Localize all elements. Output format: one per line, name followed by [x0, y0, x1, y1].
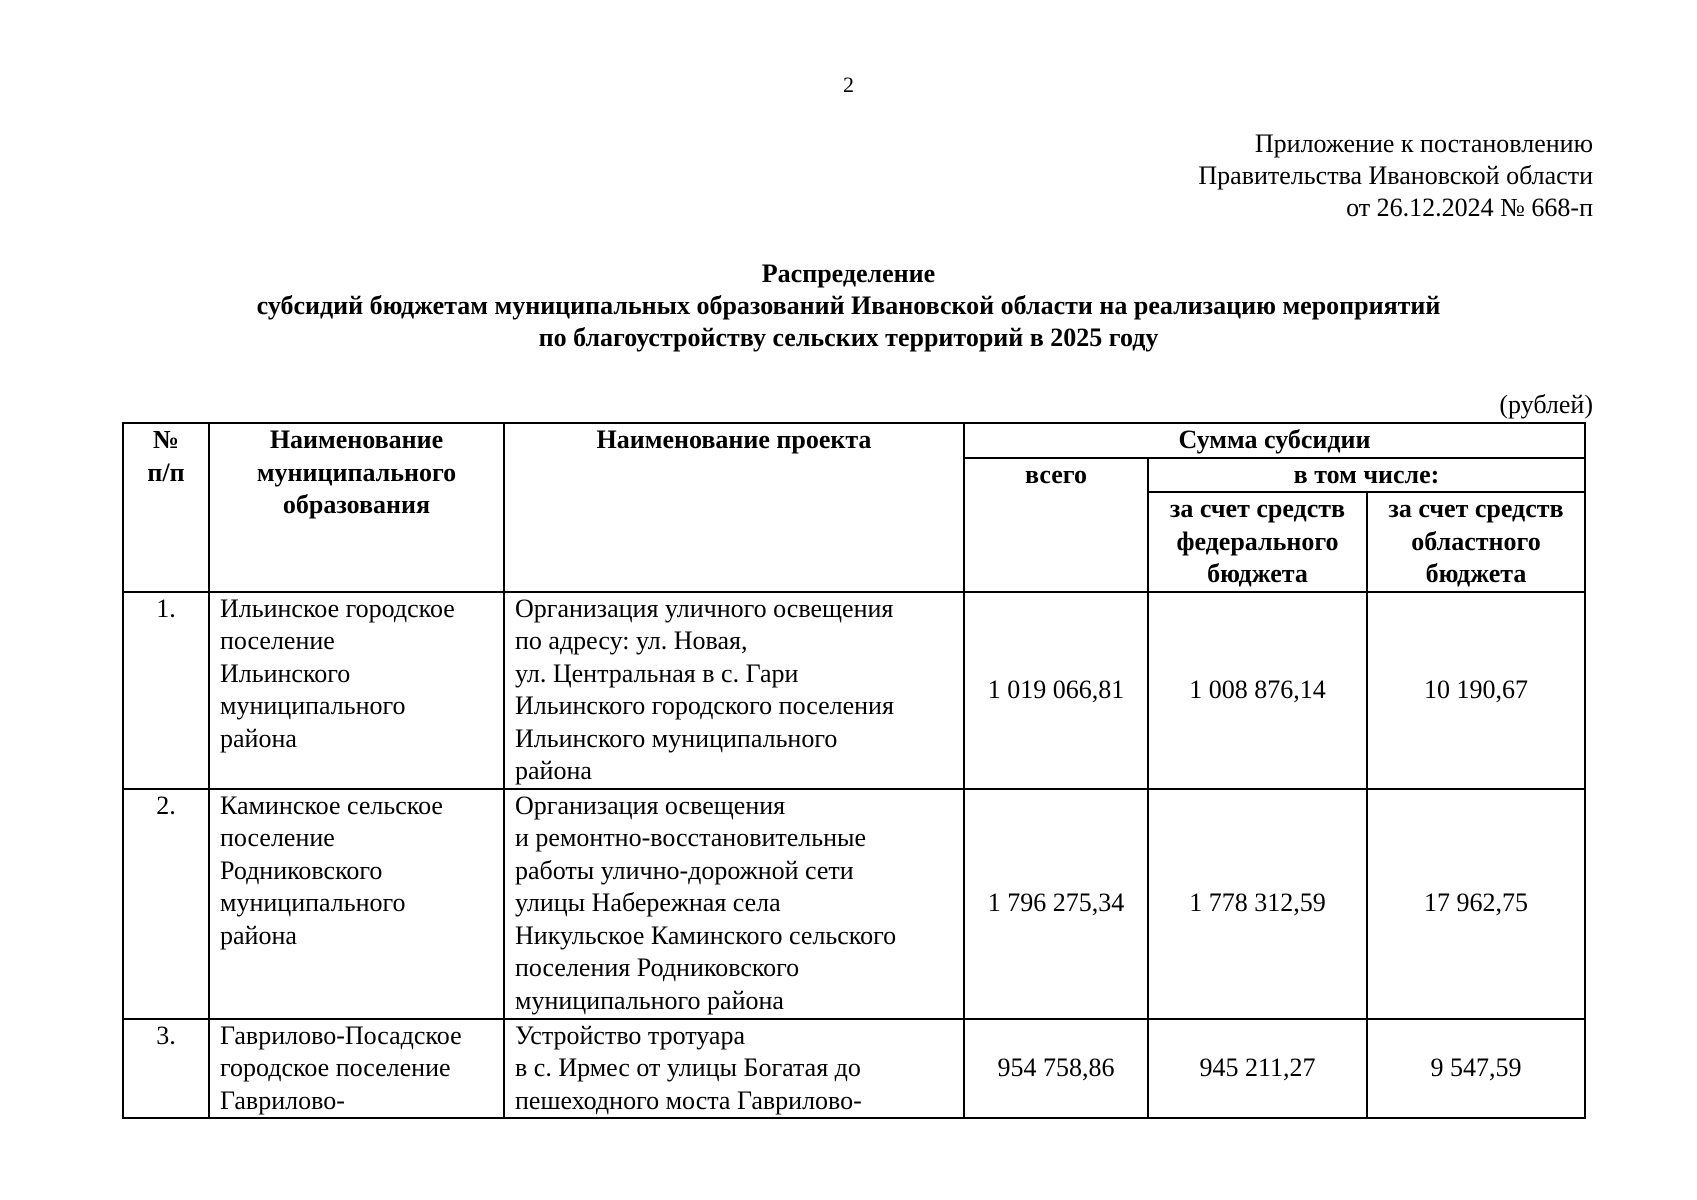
subsidy-table: [122, 422, 1586, 1119]
header-municipality: Наименование муниципального образования: [209, 423, 504, 592]
row-total: 1 019 066,81: [964, 592, 1148, 789]
appendix-line: Правительства Ивановской области: [1198, 161, 1593, 190]
row-municipality: Ильинское городское поселение Ильинского муниципального района: [209, 592, 504, 789]
row-number: 2.: [123, 789, 209, 1019]
document-title: [0, 258, 1697, 354]
table-row: [123, 789, 1585, 1019]
row-number: 1.: [123, 592, 209, 789]
row-regional: 10 190,67: [1367, 592, 1585, 789]
title-line: по благоустройству сельских территорий в 2025 году: [538, 323, 1159, 352]
appendix-line: Приложение к постановлению: [1254, 129, 1593, 158]
appendix-reference: [1198, 128, 1593, 224]
table-row: [123, 1019, 1585, 1119]
header-regional: за счет средств областного бюджета: [1367, 492, 1585, 592]
appendix-line: от 26.12.2024 № 668-п: [1346, 193, 1593, 222]
row-municipality: Каминское сельское поселение Родниковского муниципального района: [209, 789, 504, 1019]
row-regional: 17 962,75: [1367, 789, 1585, 1019]
row-municipality: Гаврилово-Посадское городское поселение Гаврилово-: [209, 1019, 504, 1119]
page-number: 2: [843, 72, 854, 97]
table-row: [123, 592, 1585, 789]
row-total: 1 796 275,34: [964, 789, 1148, 1019]
title-line: Распределение: [761, 259, 936, 288]
header-including: в том числе:: [1148, 458, 1585, 493]
row-regional: 9 547,59: [1367, 1019, 1585, 1119]
header-federal: за счет средств федерального бюджета: [1148, 492, 1367, 592]
row-project: Устройство тротуара в с. Ирмес от улицы Богатая до пешеходного моста Гаврилово-: [504, 1019, 964, 1119]
row-federal: 1 778 312,59: [1148, 789, 1367, 1019]
row-federal: 1 008 876,14: [1148, 592, 1367, 789]
row-project: Организация уличного освещения по адресу: ул. Новая, ул. Центральная в с. Гари Ильинского городского поселения Ильинского муниципального района: [504, 592, 964, 789]
header-subsidy-sum: Сумма субсидии: [964, 423, 1585, 458]
row-federal: 945 211,27: [1148, 1019, 1367, 1119]
row-number: 3.: [123, 1019, 209, 1119]
row-total: 954 758,86: [964, 1019, 1148, 1119]
units-label: (рублей): [1499, 390, 1593, 419]
header-number: № п/п: [123, 423, 209, 592]
title-line: субсидий бюджетам муниципальных образований Ивановской области на реализацию мероприятий: [256, 291, 1441, 320]
header-project: Наименование проекта: [504, 423, 964, 592]
row-project: Организация освещения и ремонтно-восстановительные работы улично-дорожной сети улицы Набережная села Никульское Каминского сельского поселения Родниковского муниципального района: [504, 789, 964, 1019]
header-total: всего: [964, 458, 1148, 592]
